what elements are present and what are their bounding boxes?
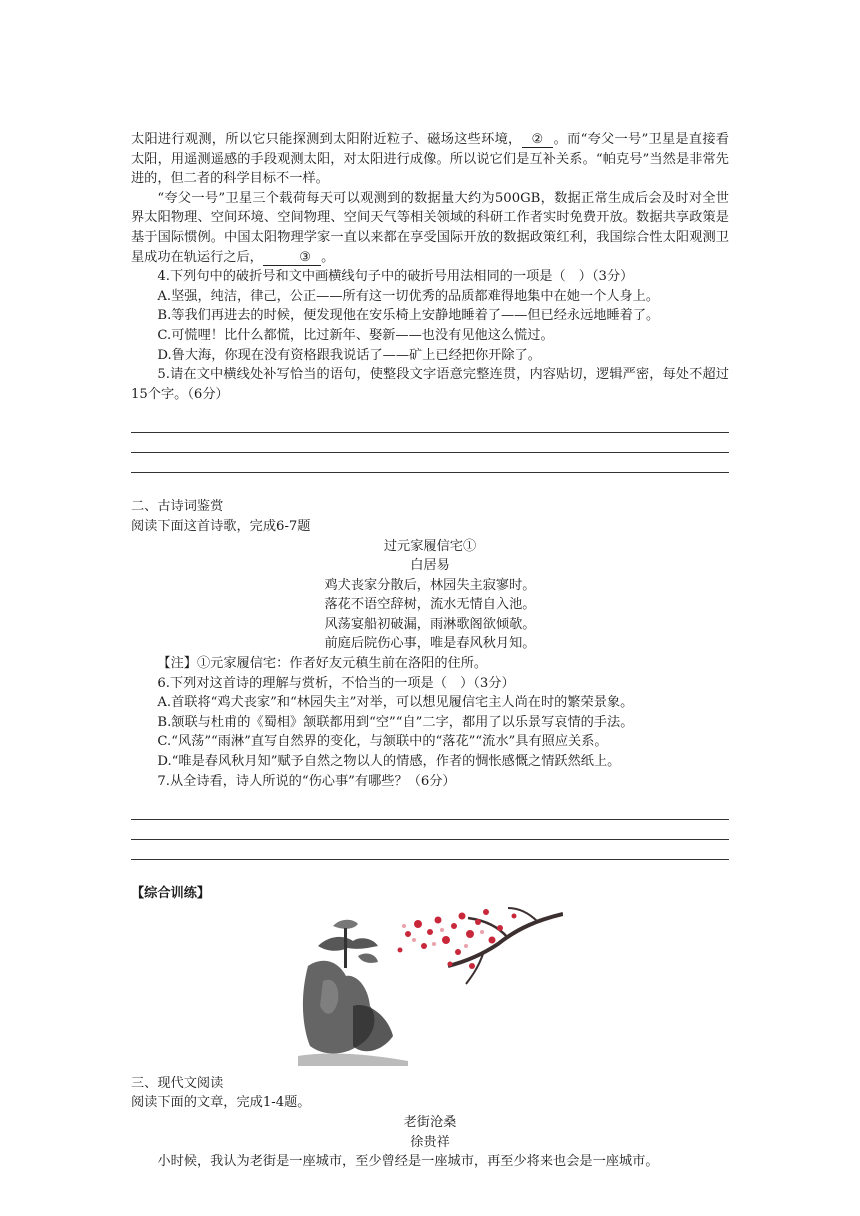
- answer-line[interactable]: [131, 820, 729, 840]
- poem-line: 风荡宴船初破漏，雨淋歌阁欲倾欹。: [324, 616, 536, 632]
- article-title: 老街沧桑: [403, 1115, 457, 1130]
- plum-blossom-image: [388, 906, 563, 986]
- document-page: [131, 130, 729, 1172]
- question-4-option-a: A.坚强，纯洁，律己，公正——所有这一切优秀的品质都难得地集中在她一个人身上。: [157, 288, 660, 304]
- question-6-stem: 6.下列对这首诗的理解与赏析，不恰当的一项是（ ）（3分）: [157, 675, 515, 691]
- question-4-option-c: C.可慌哩！比什么都慌，比过新年、娶新——也没有见他这么慌过。: [157, 327, 554, 343]
- passage-paragraph-1: 太阳进行观测，所以它只能探测到太阳附近粒子、磁场这些环境， ② 。而“夸父一号”卫星是直接看太阳，用遥测遥感的手段观测太阳，对太阳进行成像。所以说它们是互补关系。“帕克号”当然是非常先进的，但二者的科学目标不一样。: [131, 132, 729, 187]
- question-4-option-d: D.鲁大海，你现在没有资格跟我说话了——矿上已经把你开除了。: [157, 347, 541, 363]
- question-6-option-c: C.“风荡”“雨淋”直写自然界的变化，与颔联中的“落花”“流水”具有照应关系。: [157, 734, 608, 750]
- question-6-option-b: B.颔联与杜甫的《蜀相》颔联都用到“空”“自”二字，都用了以乐景写哀情的手法。: [157, 714, 634, 730]
- answer-line[interactable]: [131, 800, 729, 820]
- section-2-heading: 二、古诗词鉴赏: [131, 499, 224, 515]
- training-heading: 【综合训练】: [131, 886, 211, 902]
- poem-line: 鸡犬丧家分散后，林园失主寂寥时。: [324, 577, 536, 593]
- section-reading: [131, 1074, 729, 1172]
- answer-line[interactable]: [131, 413, 729, 433]
- question-7-stem: 7.从全诗看，诗人所说的“伤心事”有哪些？（6分）: [157, 773, 456, 789]
- section-2-intro: 阅读下面这首诗歌，完成6-7题: [131, 518, 311, 534]
- answer-blank-3[interactable]: ③: [263, 250, 321, 266]
- question-4-option-b: B.等我们再进去的时候，便发现他在安乐椅上安静地睡着了——但已经永远地睡着了。: [157, 308, 660, 324]
- question-6-option-d: D.“唯是春风秋月知”赋予自然之物以人的情感，作者的惆怅感慨之情跃然纸上。: [157, 754, 621, 770]
- section-3-heading: 三、现代文阅读: [131, 1075, 224, 1091]
- article-paragraph-1: 小时候，我认为老街是一座城市，至少曾经是一座城市，再至少将来也会是一座城市。: [157, 1154, 659, 1170]
- poem-title: 过元家履信宅①: [383, 538, 477, 554]
- section-poetry: [131, 497, 729, 860]
- poem-line: 落花不语空辞树，流水无情自入池。: [324, 597, 536, 613]
- answer-blank-2[interactable]: ②: [522, 132, 554, 148]
- answer-line[interactable]: [131, 453, 729, 473]
- answer-line[interactable]: [131, 433, 729, 453]
- poem-author: 白居易: [410, 558, 450, 574]
- answer-line[interactable]: [131, 840, 729, 860]
- question-5-answer-lines[interactable]: [131, 413, 729, 473]
- poem-line: 前庭后院伤心事，唯是春风秋月知。: [324, 636, 536, 652]
- ink-painting-decoration: [131, 906, 729, 1066]
- question-5-stem: 5.请在文中横线处补写恰当的语句，使整段文字语意完整连贯，内容贴切，逻辑严密，每处不超过15个字。（6分）: [131, 367, 729, 402]
- question-4-stem: 4.下列句中的破折号和文中画横线句子中的破折号用法相同的一项是（ ）（3分）: [157, 269, 634, 285]
- article-author: 徐贵祥: [410, 1134, 450, 1150]
- section-training: [131, 884, 729, 1066]
- question-6-option-a: A.首联将“鸡犬丧家”和“林园失主”对举，可以想见履信宅主人尚在时的繁荣景象。: [157, 695, 634, 711]
- poem-note: 【注】①元家履信宅：作者好友元稹生前在洛阳的住所。: [157, 656, 488, 672]
- passage-paragraph-2: “夸父一号”卫星三个载荷每天可以观测到的数据量大约为500GB，数据正常生成后会及时对全世界太阳物理、空间环境、空间物理、空间天气等相关领域的科研工作者实时免费开放。数据共享政策是基于国际惯例。中国太阳物理学家一直以来都在享受国际开放的数据政策红利，我国综合性太阳观测卫星成功在轨运行之后， ③ 。: [131, 190, 729, 265]
- question-7-answer-lines[interactable]: [131, 800, 729, 860]
- section-3-intro: 阅读下面的文章，完成1-4题。: [131, 1095, 311, 1111]
